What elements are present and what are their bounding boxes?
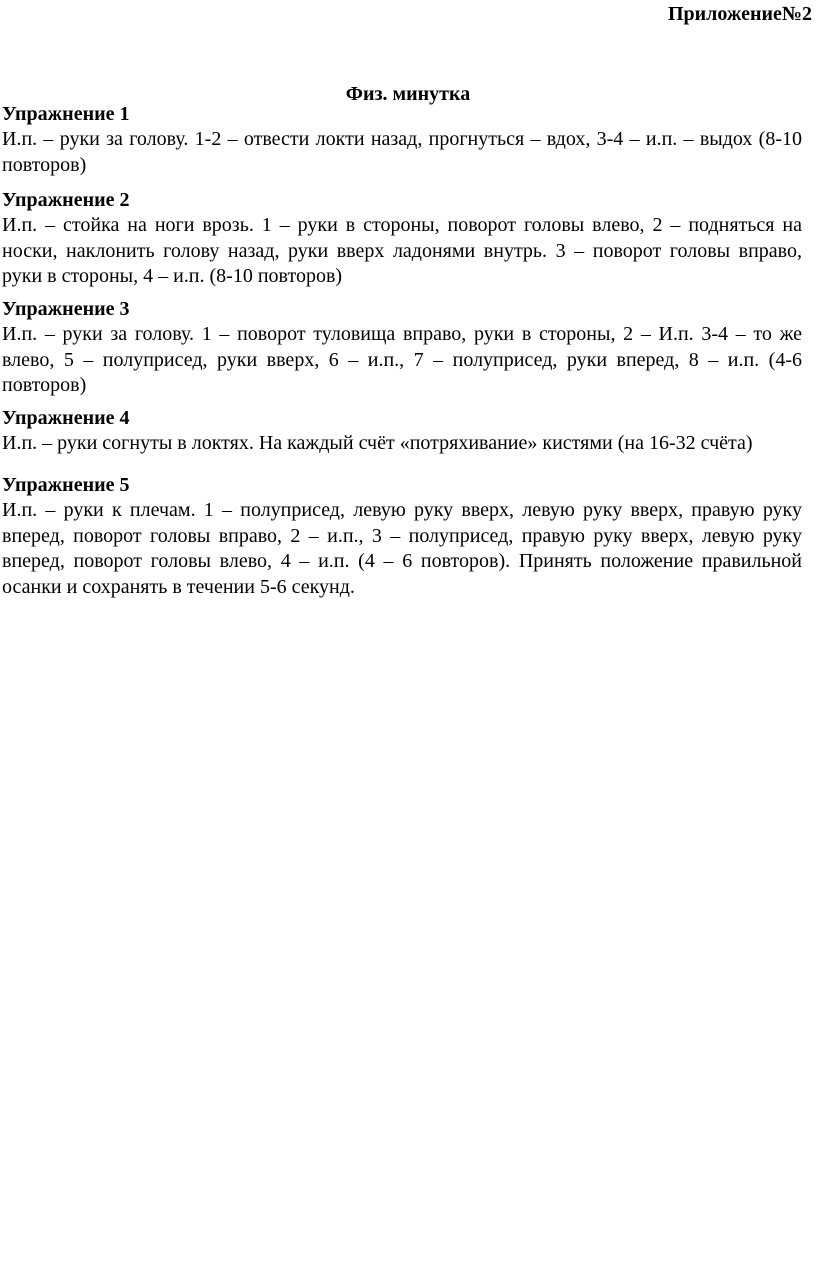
exercise-2 [2, 187, 802, 290]
exercise-3-heading: Упражнение 3 [2, 298, 130, 320]
exercise-4-text: И.п. – руки согнуты в локтях. На каждый счёт «потряхивание» кистями (на 16-32 счёта) [2, 432, 753, 454]
appendix-label: Приложение№2 [667, 3, 812, 25]
exercise-2-text: И.п. – стойка на ноги врозь. 1 – руки в стороны, поворот головы влево, 2 – подняться на носки, наклонить голову назад, руки вверх ладонями внутрь. 3 – поворот головы вправо, руки в стороны, 4 – и.п. (8-10 повторов) [2, 214, 802, 287]
page-title: Физ. минутка [345, 83, 471, 105]
exercise-1-text: И.п. – руки за голову. 1-2 – отвести локти назад, прогнуться – вдох, 3-4 – и.п. – выдох (8-10 повторов) [2, 128, 802, 176]
exercise-5-heading: Упражнение 5 [2, 474, 130, 496]
exercise-1 [2, 101, 802, 178]
exercise-5 [2, 472, 802, 600]
exercise-3-text: И.п. – руки за голову. 1 – поворот туловища вправо, руки в стороны, 2 – И.п. 3-4 – то же влево, 5 – полуприсед, руки вверх, 6 – и.п., 7 – полуприсед, руки вперед, 8 – и.п. (4-6 повторов) [2, 323, 802, 396]
exercise-2-heading: Упражнение 2 [2, 189, 130, 211]
exercise-3 [2, 296, 802, 399]
exercise-5-text: И.п. – руки к плечам. 1 – полуприсед, левую руку вверх, левую руку вверх, правую руку вперед, поворот головы вправо, 2 – и.п., 3 – полуприсед, правую руку вверх, левую руку вперед, поворот головы влево, 4 – и.п. (4 – 6 повторов). Принять положение правильной осанки и сохранять в течении 5-6 секунд. [2, 499, 802, 598]
exercise-1-heading: Упражнение 1 [2, 103, 130, 125]
exercise-4 [2, 405, 802, 457]
exercise-4-heading: Упражнение 4 [2, 407, 130, 429]
